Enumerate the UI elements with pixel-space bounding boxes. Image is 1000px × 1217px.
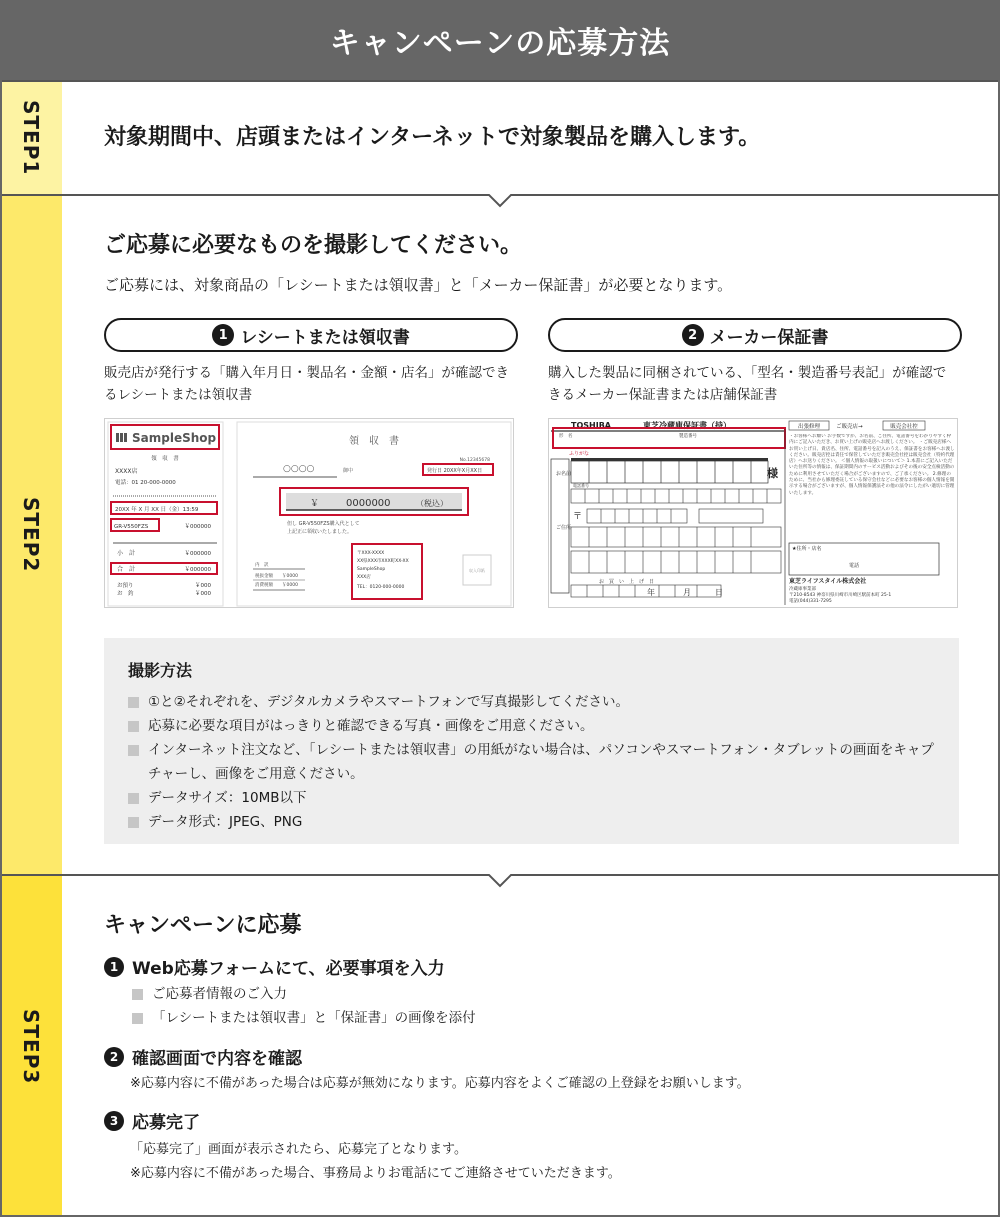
- svg-text:No.12345678: No.12345678: [459, 458, 490, 463]
- svg-text:￥000000: ￥000000: [184, 551, 211, 557]
- svg-text:冷蔵庫事業部: 冷蔵庫事業部: [789, 587, 816, 592]
- svg-text:お 釣: お 釣: [117, 591, 134, 597]
- svg-text:電話番号: 電話番号: [573, 483, 589, 488]
- svg-text:お預り: お預り: [117, 583, 134, 589]
- svg-text:発行日 20XX年X月XX日: 発行日 20XX年X月XX日: [427, 468, 483, 474]
- step3-label: STEP3: [19, 1008, 43, 1085]
- svg-text:ふりがな: ふりがな: [569, 451, 590, 457]
- step3-item1-title: Web応募フォームにて、必要事項を入力: [132, 959, 445, 979]
- svg-text:￥000: ￥000: [195, 591, 211, 597]
- list-item: ①と②それぞれを、デジタルカメラやスマートフォンで写真撮影してください。: [128, 690, 938, 714]
- svg-text:電話：01 20-000-0000: 電話：01 20-000-0000: [115, 480, 176, 486]
- list-item: 応募に必要な項目がはっきりと確認できる写真・画像をご用意ください。: [128, 714, 938, 738]
- svg-text:〒: 〒: [573, 512, 583, 522]
- svg-text:但し GR-V550FZS購入代として: 但し GR-V550FZS購入代として: [287, 521, 360, 527]
- svg-text:製造番号: 製造番号: [679, 434, 697, 439]
- svg-text:東芝冷蔵庫保証書（持）: 東芝冷蔵庫保証書（持）: [643, 421, 731, 430]
- svg-text:￥000000: ￥000000: [184, 524, 211, 530]
- page-title: キャンペーンの応募方法: [0, 0, 1000, 80]
- item2-title: メーカー保証書: [709, 327, 829, 348]
- warranty-brand: TOSHIBA: [571, 421, 611, 430]
- svg-text:領 収 書: 領 収 書: [349, 436, 399, 447]
- item1-title: レシートまたは領収書: [240, 327, 410, 348]
- step3-item2-note: ※応募内容に不備があった場合は応募が無効になります。応募内容をよくご確認の上登録をお願いします。: [130, 1076, 750, 1091]
- step3-item3-title: 応募完了: [132, 1113, 200, 1133]
- svg-text:お名前: お名前: [556, 471, 572, 477]
- item2-description: 購入した製品に同梱されている、「型名・製造番号表記」が確認できるメーカー保証書または店舗保証書: [548, 365, 947, 403]
- svg-text:20XX 年 X 月 XX 日（金）13:59: 20XX 年 X 月 XX 日（金）13:59: [115, 507, 199, 513]
- svg-text:〒XXX-XXXX: 〒XXX-XXXX: [357, 551, 385, 556]
- number-1-icon: 1: [104, 957, 124, 977]
- svg-text:GR-V550FZS: GR-V550FZS: [114, 524, 149, 530]
- svg-text:XXX店: XXX店: [357, 575, 371, 580]
- svg-text:￥000000: ￥000000: [184, 567, 211, 573]
- svg-text:東芝ライフスタイル株式会社: 東芝ライフスタイル株式会社: [789, 578, 867, 585]
- svg-text:月: 月: [683, 588, 691, 597]
- svg-text:日: 日: [715, 588, 723, 597]
- svg-text:XXXX店: XXXX店: [115, 468, 138, 475]
- svg-text:電話: 電話: [849, 563, 860, 569]
- step3-item3-note2: ※応募内容に不備があった場合、事務局よりお電話にてご連絡させていただきます。: [130, 1166, 621, 1181]
- svg-text:○○○○: ○○○○: [283, 464, 315, 474]
- step3-title: キャンペーンに応募: [104, 913, 302, 938]
- step1-label: STEP1: [19, 100, 43, 176]
- step2-label: STEP2: [19, 497, 43, 573]
- svg-text:★住所・店名: ★住所・店名: [792, 546, 822, 552]
- list-item: ご応募者情報のご入力: [132, 982, 476, 1006]
- svg-text:領 収 書: 領 収 書: [151, 456, 179, 462]
- svg-text:電話(044)331-7295: 電話(044)331-7295: [789, 599, 832, 604]
- list-item: データ形式：JPEG、PNG: [128, 810, 938, 834]
- svg-text:販売会社控: 販売会社控: [890, 424, 918, 430]
- howto-title: 撮影方法: [128, 661, 193, 680]
- svg-text:（税込）: （税込）: [416, 499, 448, 508]
- step3-item3-note1: 「応募完了」画面が表示されたら、応募完了となります。: [130, 1142, 467, 1157]
- svg-text:御中: 御中: [343, 468, 354, 474]
- item1-description: 販売店が発行する「購入年月日・製品名・金額・店名」が確認できるレシートまたは領収書: [104, 365, 509, 403]
- step2-title: ご応募に必要なものを撮影してください。: [104, 233, 523, 258]
- svg-text:年: 年: [647, 588, 655, 597]
- svg-text:上記正に領収いたしました。: 上記正に領収いたしました。: [287, 529, 353, 535]
- svg-text:形 名: 形 名: [559, 434, 573, 439]
- svg-text:収入印紙: 収入印紙: [469, 568, 485, 573]
- list-item: 「レシートまたは領収書」と「保証書」の画像を添付: [132, 1006, 476, 1030]
- svg-text:￥: ￥: [310, 499, 320, 509]
- svg-text:様: 様: [767, 467, 778, 480]
- svg-text:SampleShop: SampleShop: [357, 567, 386, 572]
- number-1-icon: 1: [212, 324, 234, 346]
- svg-text:〒210-8543 神奈川県川崎市川崎区駅前本町 25-1: 〒210-8543 神奈川県川崎市川崎区駅前本町 25-1: [789, 593, 892, 598]
- svg-text:出張修理: 出張修理: [797, 424, 821, 430]
- svg-text:小 計: 小 計: [117, 550, 136, 557]
- number-2-icon: 2: [682, 324, 704, 346]
- step1-text: 対象期間中、店頭またはインターネットで対象製品を購入します。: [104, 125, 761, 150]
- svg-text:内 訳: 内 訳: [255, 563, 269, 568]
- svg-text:TEL：0120-000-0000: TEL：0120-000-0000: [357, 585, 405, 590]
- svg-text:お 買 い 上 げ 日: お 買 い 上 げ 日: [599, 579, 655, 585]
- step2-intro: ご応募には、対象商品の「レシートまたは領収書」と「メーカー保証書」が必要となります。: [104, 276, 733, 294]
- receipt-shop-name: SampleShop: [132, 431, 217, 445]
- warranty-notes: ・お客様へお願い お手数ですが、お名前、ご住所、電話番号をわかりやすく枠内にご記入いただき、お買い上げの販売店へお渡しください。 ・ご販売店様へ お買い上げ日、貴店名、住所、電話番号を記入のうえ、保証書をお客様へお渡しください。販売店控は責任で保管していただき販売会社控は販売会社（特約代理店）へお送りください。 ＜個人情報の取扱いについて＞ 1.本書にご記入いただいた住所等の情報は、保証期間内のサービス活動およびその後の安全点検活動のために利用させていただく場合がございますので、ご了承ください。 2.修理のために、当社から修理委託している保守会社などに必要なお客様の個人情報を開示する場合がございますが、個人情報保護法その他の法令にしたがい適切に管理いたします。: [789, 434, 955, 496]
- svg-text:合 計: 合 計: [117, 566, 136, 573]
- svg-text:消費税額 ￥0000: 消費税額 ￥0000: [255, 583, 298, 588]
- number-2-icon: 2: [104, 1047, 124, 1067]
- svg-text:0000000: 0000000: [346, 498, 391, 509]
- svg-text:ご住所: ご住所: [556, 525, 572, 531]
- svg-text:XX県XXX市XXX町XX-XX: XX県XXX市XXX町XX-XX: [357, 559, 409, 564]
- list-item: インターネット注文など、「レシートまたは領収書」の用紙がない場合は、パソコンやスマートフォン・タブレットの画面をキャプチャーし、画像をご用意ください。: [128, 738, 938, 786]
- svg-text:税抜金額 ￥0000: 税抜金額 ￥0000: [255, 574, 298, 579]
- number-3-icon: 3: [104, 1111, 124, 1131]
- step3-item2-title: 確認画面で内容を確認: [132, 1049, 302, 1069]
- list-item: データサイズ：10MB以下: [128, 786, 938, 810]
- svg-text:￥000: ￥000: [195, 583, 211, 589]
- svg-text:ご販売店→: ご販売店→: [836, 424, 863, 430]
